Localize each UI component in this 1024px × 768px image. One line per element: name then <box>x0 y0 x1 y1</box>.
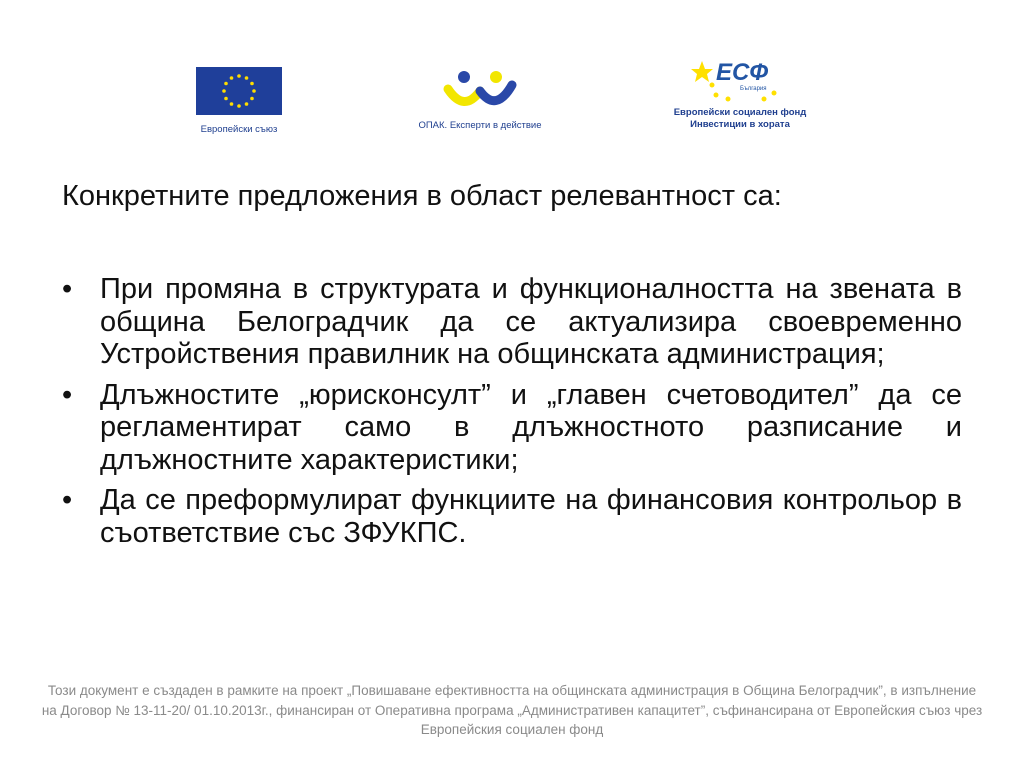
bullet-text: При промяна в структурата и функционалността на звената в община Белоградчик да се актуализира своевременно Устройствения правилник на общинската администрация; <box>100 273 962 370</box>
bullet-text: Длъжностите „юрисконсулт” и „главен счетоводител” да се регламентират само в длъжностното разписание и длъжностните характеристики; <box>100 378 962 476</box>
footer-disclaimer: Този документ е създаден в рамките на проект „Повишаване ефективността на общинската администрация в Община Белоградчик”, в изпълнение на Договор № 13-11-20/ 01.10.2013г., финансиран от Оперативна програма „Административен капацитет”, съфинансирана от Европейския съюз чрез Европейския социален фонд <box>41 683 983 737</box>
esf-subtitle: България <box>740 86 767 92</box>
eu-star-icon <box>245 102 249 106</box>
opak-caption: ОПАК. Експерти в действие <box>418 120 542 131</box>
bullet-text: Да се преформулират функциите на финансовия контрольор в съответствие със ЗФУКПС. <box>100 484 962 549</box>
bullet-item <box>62 379 962 477</box>
slide-heading: Конкретните предложения в област релевантност са: <box>62 180 782 212</box>
esf-caption-line2: Инвестиции в хората <box>690 119 790 130</box>
eu-star-icon <box>237 104 241 108</box>
bullet-marker: • <box>62 378 73 411</box>
eu-star-icon <box>222 89 226 93</box>
bullet-list <box>62 273 962 557</box>
eu-star-icon <box>245 76 249 80</box>
esf-caption-line1: Европейски социален фонд <box>673 107 807 118</box>
eu-star-icon <box>250 82 254 86</box>
eu-star-icon <box>230 76 234 80</box>
eu-flag-icon <box>196 67 282 115</box>
opak-logo <box>410 69 550 131</box>
esf-logo <box>672 59 808 131</box>
eu-caption: Европейски съюз <box>200 124 278 135</box>
eu-star-icon <box>250 97 254 101</box>
eu-star-icon <box>224 82 228 86</box>
eu-star-icon <box>230 102 234 106</box>
eu-star-icon <box>237 74 241 78</box>
logo-bar <box>0 55 1024 145</box>
bullet-item <box>62 273 962 371</box>
esf-mark: ЕСФ <box>716 59 769 86</box>
bullet-item <box>62 484 962 549</box>
opak-figures-icon <box>440 69 520 113</box>
eu-star-icon <box>224 97 228 101</box>
bullet-marker: • <box>62 273 73 305</box>
eu-logo <box>195 67 283 135</box>
eu-star-icon <box>252 89 256 93</box>
bullet-marker: • <box>62 484 73 516</box>
